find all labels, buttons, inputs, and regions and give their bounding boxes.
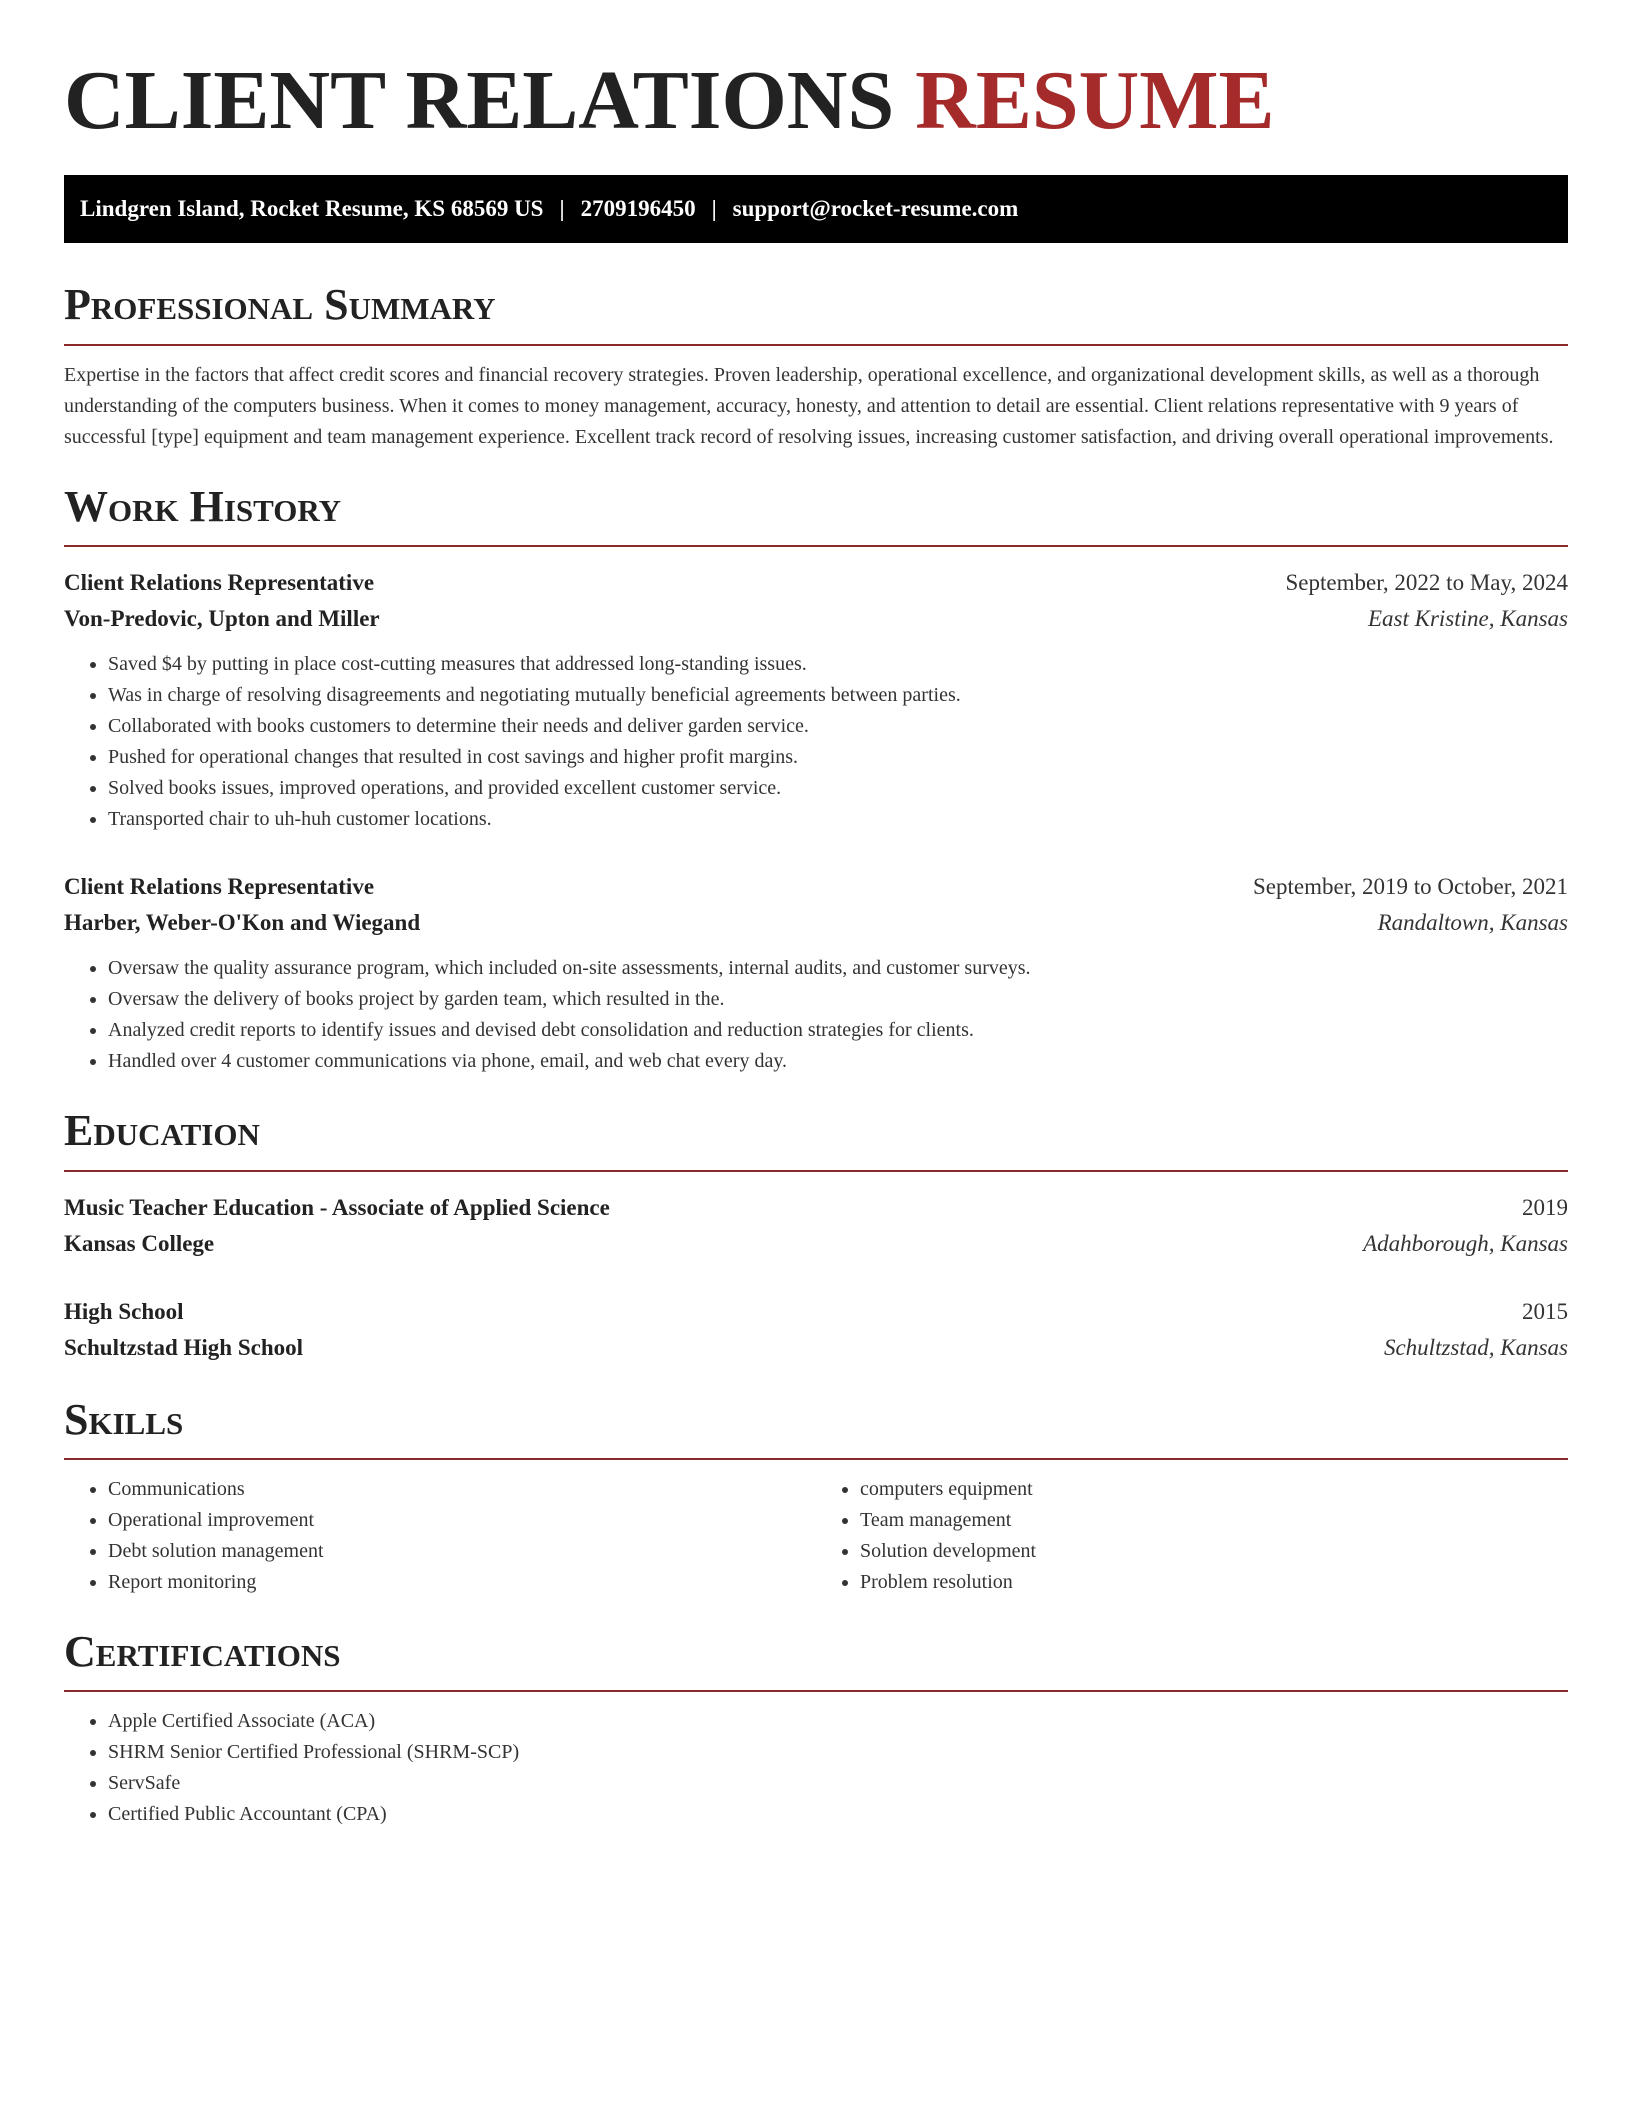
certifications-heading: Certifications [64,1628,1568,1692]
job-bullet: • Collaborated with books customers to determine their needs and deliver garden service. [108,711,1568,742]
skill-item: • computers equipment [860,1474,1568,1505]
education-year: 2019 [1522,1194,1568,1220]
job-bullet: • Was in charge of resolving disagreements and negotiating mutually beneficial agreements between parties. [108,680,1568,711]
education-degree-row [64,1190,1568,1226]
skill-item: • Report monitoring [108,1567,816,1598]
job-company-row [64,905,1568,941]
job-bullet: • Pushed for operational changes that resulted in cost savings and higher profit margins. [108,742,1568,773]
education-entry [64,1190,1568,1262]
job-location: East Kristine, Kansas [1367,606,1568,632]
skills-heading: Skills [64,1396,1568,1460]
skill-item: • Communications [108,1474,816,1505]
contact-email[interactable]: support@rocket-resume.com [732,196,1019,222]
education-section [64,1107,1568,1365]
skills-grid [64,1474,1568,1598]
job-bullet: • Saved $4 by putting in place cost-cutting measures that addressed long-standing issues. [108,649,1568,680]
job-title: Client Relations Representative [64,874,375,900]
job-dates: September, 2019 to October, 2021 [1253,874,1568,900]
skills-list-left [64,1474,816,1598]
skill-item: • Problem resolution [860,1567,1568,1598]
job-bullets [64,649,1568,835]
resume-title-main: CLIENT RELATIONS [64,54,895,147]
skill-item: • Debt solution management [108,1536,816,1567]
education-entry [64,1294,1568,1366]
job-bullet: • Oversaw the delivery of books project by garden team, which resulted in the. [108,984,1568,1015]
job-company: Von-Predovic, Upton and Miller [64,606,380,632]
job-location: Randaltown, Kansas [1377,910,1568,936]
education-degree: High School [64,1298,184,1324]
certifications-list [64,1706,1568,1830]
work-history-heading: Work History [64,483,1568,547]
contact-bar [64,175,1568,243]
certification-item: • Certified Public Accountant (CPA) [108,1799,1568,1830]
education-location: Adahborough, Kansas [1363,1230,1568,1256]
resume-title-accent: RESUME [915,54,1275,147]
skills-section [64,1396,1568,1598]
education-school-row [64,1330,1568,1366]
job-title-row [64,565,1568,601]
skill-item: • Solution development [860,1536,1568,1567]
contact-phone[interactable]: 2709196450 [580,196,696,222]
education-school-row [64,1226,1568,1262]
job-bullet: • Transported chair to uh-huh customer locations. [108,804,1568,835]
job-title-row [64,869,1568,905]
education-school: Kansas College [64,1230,215,1256]
work-history-section [64,483,1568,1077]
education-degree-row [64,1294,1568,1330]
job-company-row [64,601,1568,637]
job-bullet: • Analyzed credit reports to identify issues and devised debt consolidation and reduction strategies for clients. [108,1015,1568,1046]
job-bullets [64,953,1568,1077]
summary-heading: Professional Summary [64,281,1568,345]
skills-list-right [816,1474,1568,1598]
resume-title [64,55,1568,147]
job-bullet: • Oversaw the quality assurance program, which included on-site assessments, internal audits, and customer surveys. [108,953,1568,984]
certification-item: • Apple Certified Associate (ACA) [108,1706,1568,1737]
education-heading: Education [64,1107,1568,1171]
job-bullet: • Solved books issues, improved operations, and provided excellent customer service. [108,773,1568,804]
job-company: Harber, Weber-O'Kon and Wiegand [64,910,421,936]
contact-address: Lindgren Island, Rocket Resume, KS 68569 US [80,196,544,222]
education-degree: Music Teacher Education - Associate of Applied Science [64,1194,610,1220]
summary-section [64,281,1568,452]
education-school: Schultzstad High School [64,1334,303,1360]
education-location: Schultzstad, Kansas [1383,1334,1568,1360]
certification-item: • ServSafe [108,1768,1568,1799]
job-title: Client Relations Representative [64,570,375,596]
contact-separator: | [559,196,565,222]
education-year: 2015 [1522,1298,1568,1324]
job-entry [64,869,1568,1077]
job-bullet: • Handled over 4 customer communications via phone, email, and web chat every day. [108,1046,1568,1077]
certifications-section [64,1628,1568,1830]
skill-item: • Operational improvement [108,1505,816,1536]
summary-text: Expertise in the factors that affect credit scores and financial recovery strategies. Proven leadership, operational excellence, and organizational development skills, as well as a thorough understanding of the computers business. When it comes to money management, accuracy, honesty, and attention to detail are essential. Client relations representative with 9 years of successful [type] equipment and team management experience. Excellent track record of resolving issues, increasing customer satisfaction, and driving overall operational improvements. [64,363,1554,448]
certification-item: • SHRM Senior Certified Professional (SHRM-SCP) [108,1737,1568,1768]
job-entry [64,565,1568,835]
job-dates: September, 2022 to May, 2024 [1285,570,1568,596]
skill-item: • Team management [860,1505,1568,1536]
contact-separator: | [711,196,717,222]
